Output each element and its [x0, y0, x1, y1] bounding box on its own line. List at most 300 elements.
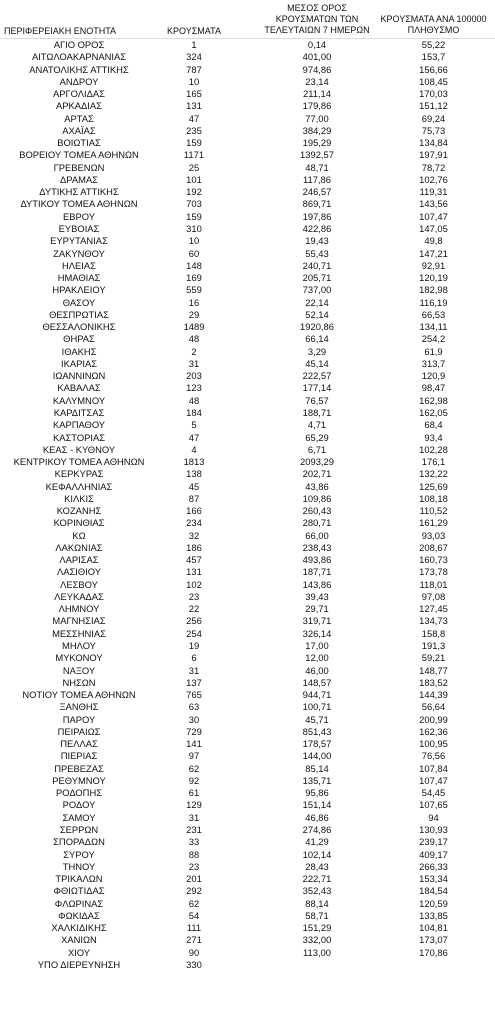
per-100k-cell: 92,91: [421, 259, 446, 271]
region-cell: ΠΙΕΡΙΑΣ: [60, 750, 98, 762]
table-row: [0, 395, 495, 407]
cases-cell: 102: [186, 578, 202, 590]
region-cell: ΡΕΘΥΜΝΟΥ: [52, 774, 106, 786]
average-7day-cell: 88,14: [305, 897, 329, 909]
cases-cell: 29: [188, 308, 200, 320]
per-100k-cell: 120,9: [421, 370, 446, 382]
per-100k-cell: 120,19: [419, 272, 448, 284]
table-row: [0, 223, 495, 235]
table-row: [0, 873, 495, 885]
region-cell: ΛΗΜΝΟΥ: [58, 603, 100, 615]
table-row: [0, 211, 495, 223]
cases-cell: 457: [186, 554, 202, 566]
header-region-label: ΠΕΡΙΦΕΡΕΙΑΚΗ ΕΝΟΤΗΤΑ: [4, 26, 117, 36]
table-row: [0, 39, 495, 51]
average-7day-cell: 151,14: [302, 799, 332, 811]
average-7day-cell: 76,57: [305, 394, 329, 406]
table-row: [0, 640, 495, 652]
per-100k-cell: 182,98: [419, 284, 448, 296]
region-cell: ΣΠΟΡΑΔΩΝ: [53, 836, 105, 848]
average-7day-cell: 4,71: [307, 419, 327, 431]
table-row: [0, 260, 495, 272]
cases-cell: 90: [188, 946, 200, 958]
average-7day-cell: 352,43: [302, 885, 332, 897]
cases-cell: 54: [188, 909, 200, 921]
per-100k-cell: 55,22: [421, 39, 446, 50]
region-cell: ΙΘΑΚΗΣ: [61, 345, 97, 357]
cases-cell: 765: [186, 689, 202, 701]
region-cell: ΘΕΣΠΡΩΤΙΑΣ: [49, 308, 109, 320]
region-cell: ΘΑΣΟΥ: [62, 296, 96, 308]
table-row: [0, 149, 495, 161]
per-100k-cell: 102,28: [419, 443, 448, 455]
average-7day-cell: 43,86: [305, 480, 329, 492]
cases-cell: 559: [186, 284, 202, 296]
cases-cell: 159: [186, 137, 202, 149]
cases-cell: 787: [186, 63, 202, 75]
cases-cell: 234: [186, 517, 202, 529]
average-7day-cell: 113,00: [303, 946, 331, 958]
cases-cell: 1489: [183, 321, 205, 333]
cases-cell: 184: [186, 406, 202, 418]
region-cell: ΚΑΡΔΙΤΣΑΣ: [53, 406, 105, 418]
average-7day-cell: 65,29: [305, 431, 329, 443]
region-cell: ΘΕΣΣΑΛΟΝΙΚΗΣ: [42, 321, 116, 333]
table-row: [0, 775, 495, 787]
per-100k-cell: [372, 959, 495, 971]
average-7day-cell: 22,14: [305, 296, 329, 308]
region-cell: ΦΛΩΡΙΝΑΣ: [54, 897, 104, 909]
cases-cell: 201: [186, 873, 202, 885]
per-100k-cell: 93,03: [421, 529, 446, 541]
table-row: [0, 836, 495, 848]
table-body: [0, 39, 495, 971]
per-100k-cell: 107,65: [419, 799, 448, 811]
cases-cell: 30: [188, 713, 200, 725]
cases-cell: 271: [186, 934, 202, 946]
region-cell: ΒΟΡΕΙΟΥ ΤΟΜΕΑ ΑΘΗΝΩΝ: [19, 149, 139, 161]
per-100k-cell: 134,73: [419, 615, 448, 627]
per-100k-cell: 76,56: [421, 750, 446, 762]
average-7day-cell: 41,29: [305, 836, 329, 848]
cases-cell: 1: [191, 39, 197, 50]
per-100k-cell: 78,72: [421, 161, 446, 173]
cases-cell: 101: [186, 173, 202, 185]
per-100k-cell: 148,77: [419, 664, 448, 676]
region-cell: ΜΕΣΣΗΝΙΑΣ: [52, 627, 106, 639]
cases-cell: 48: [188, 333, 200, 345]
table-row: [0, 481, 495, 493]
cases-cell: 131: [186, 100, 202, 112]
cases-cell: 324: [186, 51, 202, 63]
per-100k-cell: 108,45: [419, 75, 448, 87]
per-100k-cell: 160,73: [419, 554, 448, 566]
table-row: [0, 309, 495, 321]
average-7day-cell: 29,71: [305, 603, 329, 615]
region-cell: ΑΡΓΟΛΙΔΑΣ: [53, 88, 105, 100]
region-cell: ΚΩ: [72, 529, 86, 541]
cases-cell: 10: [188, 75, 200, 87]
average-7day-cell: 202,71: [302, 468, 332, 480]
per-100k-cell: 158,8: [421, 627, 446, 639]
per-100k-cell: 102,76: [419, 173, 448, 185]
per-100k-cell: 156,66: [419, 63, 448, 75]
average-7day-cell: 144,00: [302, 750, 332, 762]
average-7day-cell: 222,57: [302, 370, 332, 382]
average-7day-cell: 260,43: [302, 505, 332, 517]
cases-cell: 166: [186, 505, 202, 517]
table-row: [0, 51, 495, 63]
table-row: [0, 517, 495, 529]
region-cell: ΤΗΝΟΥ: [62, 860, 96, 872]
per-100k-cell: 59,21: [421, 652, 446, 664]
average-7day-cell: 102,14: [302, 848, 332, 860]
per-100k-cell: 118,01: [419, 578, 448, 590]
table-row: [0, 248, 495, 260]
cases-cell: 148: [186, 259, 202, 271]
table-row: [0, 738, 495, 750]
region-cell: ΗΡΑΚΛΕΙΟΥ: [52, 284, 106, 296]
cases-cell: 729: [186, 725, 202, 737]
per-100k-cell: 110,52: [419, 505, 448, 517]
average-7day-cell: 58,71: [305, 909, 329, 921]
region-cell: ΑΡΚΑΔΙΑΣ: [56, 100, 102, 112]
cases-cell: 47: [188, 431, 200, 443]
per-100k-cell: 98,47: [421, 382, 446, 394]
per-100k-cell: 144,39: [419, 689, 448, 701]
region-cell: ΑΝΔΡΟΥ: [59, 75, 99, 87]
average-7day-cell: 179,86: [302, 100, 332, 112]
region-cell: ΧΑΛΚΙΔΙΚΗΣ: [51, 922, 107, 934]
table-row: [0, 787, 495, 799]
per-100k-cell: 313,7: [421, 357, 446, 369]
average-7day-cell: 66,14: [305, 333, 329, 345]
table-row: [0, 885, 495, 897]
average-7day-cell: 422,86: [302, 222, 332, 234]
average-7day-cell: 319,71: [302, 615, 332, 627]
average-7day-cell: 0,14: [307, 39, 327, 50]
table-row: [0, 898, 495, 910]
table-row: [0, 272, 495, 284]
per-100k-cell: 173,78: [419, 566, 448, 578]
table-row: [0, 652, 495, 664]
region-cell: ΧΑΝΙΩΝ: [61, 934, 97, 946]
table-row: [0, 714, 495, 726]
average-7day-cell: 188,71: [302, 406, 332, 418]
per-100k-cell: 200,99: [419, 713, 448, 725]
region-cell: ΡΟΔΟΠΗΣ: [55, 787, 103, 799]
cases-cell: 31: [188, 664, 200, 676]
region-cell: ΤΡΙΚΑΛΩΝ: [55, 873, 103, 885]
table-row: [0, 198, 495, 210]
cases-cell: 111: [186, 922, 202, 934]
cases-cell: 31: [188, 357, 200, 369]
region-cell: ΦΘΙΩΤΙΔΑΣ: [53, 885, 105, 897]
table-row: [0, 554, 495, 566]
per-100k-cell: 61,9: [424, 345, 443, 357]
average-7day-cell: 19,43: [305, 235, 329, 247]
per-100k-cell: 68,4: [424, 419, 443, 431]
cases-cell: 254: [186, 627, 202, 639]
average-7day-cell: 117,86: [303, 173, 331, 185]
per-100k-cell: 176,1: [421, 456, 446, 468]
average-7day-cell: 2093,29: [300, 456, 334, 468]
cases-cell: 45: [188, 480, 200, 492]
region-cell: ΛΑΡΙΣΑΣ: [59, 554, 99, 566]
average-7day-cell: 100,71: [302, 701, 332, 713]
table-row: [0, 628, 495, 640]
cases-cell: 48: [188, 394, 200, 406]
average-7day-cell: 143,86: [302, 578, 332, 590]
table-row: [0, 444, 495, 456]
cases-cell: 138: [186, 468, 202, 480]
average-7day-cell: 45,14: [305, 357, 329, 369]
table-row: [0, 419, 495, 431]
region-cell: ΑΝΑΤΟΛΙΚΗΣ ΑΤΤΙΚΗΣ: [29, 63, 129, 75]
header-7day-average-label: ΜΕΣΟΣ ΟΡΟΣ ΚΡΟΥΣΜΑΤΩΝ ΤΩΝ ΤΕΛΕΥΤΑΙΩΝ 7 ΗΜΕΡΩΝ: [264, 3, 370, 35]
region-cell: ΖΑΚΥΝΘΟΥ: [53, 247, 105, 259]
average-7day-cell: 109,86: [302, 492, 332, 504]
per-100k-cell: 161,29: [419, 517, 448, 529]
table-row: [0, 849, 495, 861]
cases-cell: 231: [186, 824, 202, 835]
cases-cell: 62: [188, 897, 200, 909]
table-row: [0, 689, 495, 701]
average-7day-cell: 55,43: [305, 247, 329, 259]
average-7day-cell: 178,57: [302, 738, 332, 750]
average-7day-cell: 52,14: [305, 308, 329, 320]
table-row: [0, 358, 495, 370]
per-100k-cell: 162,05: [419, 406, 448, 418]
cases-cell: 137: [186, 676, 202, 688]
region-cell: ΙΚΑΡΙΑΣ: [60, 357, 98, 369]
per-100k-cell: 93,4: [424, 431, 443, 443]
average-7day-cell: 1920,86: [300, 321, 334, 333]
region-cell: ΘΗΡΑΣ: [63, 333, 95, 345]
per-100k-cell: 97,08: [421, 590, 446, 602]
per-100k-cell: 254,2: [421, 333, 446, 345]
per-100k-cell: 143,56: [419, 198, 448, 210]
average-7day-cell: 77,00: [305, 112, 329, 124]
cases-cell: 97: [188, 750, 200, 762]
cases-cell: 4: [191, 443, 197, 455]
cases-cell: 60: [188, 247, 200, 259]
per-100k-cell: 409,17: [419, 848, 448, 860]
table-row: [0, 407, 495, 419]
region-cell: ΠΡΕΒΕΖΑΣ: [54, 762, 104, 774]
table-row: [0, 615, 495, 627]
table-row: [0, 468, 495, 480]
average-7day-cell: 66,00: [305, 529, 329, 541]
average-7day-cell: 3,29: [307, 345, 327, 357]
average-7day-cell: 177,14: [302, 382, 332, 394]
region-cell: ΠΕΙΡΑΙΩΣ: [57, 725, 101, 737]
table-row: [0, 824, 495, 836]
per-100k-cell: 191,3: [421, 640, 446, 652]
table-row: [0, 382, 495, 394]
table-row: [0, 542, 495, 554]
average-7day-cell: 737,00: [302, 284, 332, 296]
per-100k-cell: 170,03: [419, 88, 448, 100]
region-cell: ΔΥΤΙΚΟΥ ΤΟΜΕΑ ΑΘΗΝΩΝ: [20, 198, 138, 210]
per-100k-cell: 134,84: [419, 137, 448, 149]
average-7day-cell: 222,71: [302, 873, 332, 885]
average-7day-cell: 326,14: [302, 627, 332, 639]
region-cell: ΚΑΒΑΛΑΣ: [57, 382, 101, 394]
region-cell: ΧΙΟΥ: [67, 946, 91, 958]
per-100k-cell: 173,07: [419, 934, 448, 946]
region-cell: ΜΗΛΟΥ: [62, 640, 96, 652]
header-cases: [158, 0, 230, 40]
per-100k-cell: 162,98: [419, 394, 448, 406]
average-7day-cell: 493,86: [302, 554, 332, 566]
cases-cell: 47: [188, 112, 200, 124]
average-7day-cell: 148,57: [302, 676, 332, 688]
average-7day-cell: 280,71: [302, 517, 332, 529]
average-7day-cell: 197,86: [302, 210, 332, 222]
per-100k-cell: 94: [428, 811, 439, 823]
cases-cell: 16: [188, 296, 200, 308]
cases-cell: 22: [188, 603, 200, 615]
per-100k-cell: 153,7: [421, 51, 446, 63]
table-row: [0, 284, 495, 296]
per-100k-cell: 100,95: [419, 738, 448, 750]
table-row: [0, 799, 495, 811]
header-cases-per-100k-label: ΚΡΟΥΣΜΑΤΑ ΑΝΑ 100000 ΠΛΗΘΥΣΜΟ: [380, 14, 487, 35]
cases-cell: 1171: [183, 149, 205, 161]
cases-cell: 159: [186, 210, 202, 222]
table-row: [0, 505, 495, 517]
table-row: [0, 64, 495, 76]
region-cell: ΗΜΑΘΙΑΣ: [57, 272, 101, 284]
region-cell: ΗΛΕΙΑΣ: [62, 259, 96, 271]
table-row: [0, 333, 495, 345]
header-7day-average: [262, 0, 372, 40]
table-row: [0, 566, 495, 578]
table-row: [0, 456, 495, 468]
region-cell: ΕΥΡΥΤΑΝΙΑΣ: [50, 235, 108, 247]
region-cell: ΑΓΙΟ ΟΡΟΣ: [53, 39, 105, 50]
region-cell: ΕΥΒΟΙΑΣ: [58, 222, 100, 234]
cases-cell: 192: [186, 186, 202, 198]
region-cell: ΞΑΝΘΗΣ: [59, 701, 99, 713]
per-100k-cell: 130,93: [419, 824, 448, 835]
table-row: [0, 432, 495, 444]
region-cell: ΚΑΡΠΑΘΟΥ: [52, 419, 106, 431]
per-100k-cell: 208,67: [419, 541, 448, 553]
table-row: [0, 677, 495, 689]
table-row: [0, 579, 495, 591]
table-row: [0, 701, 495, 713]
cases-cell: 6: [191, 652, 197, 664]
average-7day-cell: 240,71: [302, 259, 332, 271]
per-100k-cell: 75,73: [421, 124, 446, 136]
region-cell: ΦΩΚΙΔΑΣ: [58, 909, 100, 921]
table-row: [0, 88, 495, 100]
region-cell: ΔΡΑΜΑΣ: [60, 173, 98, 185]
per-100k-cell: 107,84: [419, 762, 448, 774]
table-row: [0, 750, 495, 762]
region-cell: ΑΡΤΑΣ: [64, 112, 94, 124]
region-cell: ΚΕΑΣ - ΚΥΘΝΟΥ: [42, 443, 116, 455]
average-7day-cell: [262, 959, 372, 971]
table-row: [0, 321, 495, 333]
per-100k-cell: 183,52: [419, 676, 448, 688]
region-cell: ΠΕΛΛΑΣ: [60, 738, 98, 750]
per-100k-cell: 147,21: [419, 247, 448, 259]
per-100k-cell: 132,22: [419, 468, 448, 480]
per-100k-cell: 107,47: [419, 210, 448, 222]
cases-cell: 129: [186, 799, 202, 811]
region-cell: ΝΟΤΙΟΥ ΤΟΜΕΑ ΑΘΗΝΩΝ: [22, 689, 136, 701]
table-row: [0, 959, 495, 971]
average-7day-cell: 869,71: [302, 198, 332, 210]
region-cell: ΚΕΡΚΥΡΑΣ: [54, 468, 104, 480]
cases-cell: 123: [186, 382, 202, 394]
region-cell: ΚΟΖΑΝΗΣ: [56, 505, 102, 517]
region-cell: ΙΩΑΝΝΙΝΩΝ: [52, 370, 106, 382]
average-7day-cell: 246,57: [302, 186, 332, 198]
table-row: [0, 910, 495, 922]
table-row: [0, 947, 495, 959]
cases-cell: 33: [188, 836, 200, 848]
average-7day-cell: 274,86: [302, 824, 332, 835]
table-row: [0, 346, 495, 358]
average-7day-cell: 401,00: [302, 51, 332, 63]
cases-cell: 87: [188, 492, 200, 504]
cases-cell: 141: [186, 738, 202, 750]
average-7day-cell: 332,00: [302, 934, 332, 946]
average-7day-cell: 17,00: [305, 640, 329, 652]
cases-cell: 203: [186, 370, 202, 382]
region-cell: ΑΙΤΩΛΟΑΚΑΡΝΑΝΙΑΣ: [31, 51, 127, 63]
average-7day-cell: 205,71: [302, 272, 332, 284]
cases-cell: 2: [191, 345, 197, 357]
cases-cell: 292: [186, 885, 202, 897]
average-7day-cell: 211,14: [303, 88, 331, 100]
per-100k-cell: 153,34: [419, 873, 448, 885]
cases-cell: 32: [188, 529, 200, 541]
per-100k-cell: 56,64: [421, 701, 446, 713]
region-cell: ΒΟΙΩΤΙΑΣ: [57, 137, 101, 149]
per-100k-cell: 197,91: [419, 149, 448, 161]
average-7day-cell: 944,71: [302, 689, 332, 701]
average-7day-cell: 28,43: [305, 860, 329, 872]
table-row: [0, 76, 495, 88]
average-7day-cell: 195,29: [302, 137, 332, 149]
per-100k-cell: 266,33: [419, 860, 448, 872]
table-row: [0, 137, 495, 149]
region-cell: ΚΑΛΥΜΝΟΥ: [52, 394, 106, 406]
table-row: [0, 186, 495, 198]
cases-cell: 256: [186, 615, 202, 627]
cases-cell: 131: [186, 566, 202, 578]
cases-cell: 61: [188, 787, 200, 799]
cases-cell: 92: [188, 774, 200, 786]
region-cell: ΥΠΟ ΔΙΕΡΕΥΝΗΣΗ: [37, 958, 121, 970]
table-row: [0, 493, 495, 505]
per-100k-cell: 107,47: [419, 774, 448, 786]
cases-cell: 62: [188, 762, 200, 774]
region-cell: ΚΕΦΑΛΛΗΝΙΑΣ: [45, 480, 113, 492]
table-row: [0, 934, 495, 946]
cases-cell: 5: [191, 419, 197, 431]
region-cell: ΛΑΚΩΝΙΑΣ: [55, 541, 103, 553]
average-7day-cell: 46,00: [305, 664, 329, 676]
average-7day-cell: 974,86: [302, 63, 332, 75]
per-100k-cell: 147,05: [419, 222, 448, 234]
table-row: [0, 665, 495, 677]
